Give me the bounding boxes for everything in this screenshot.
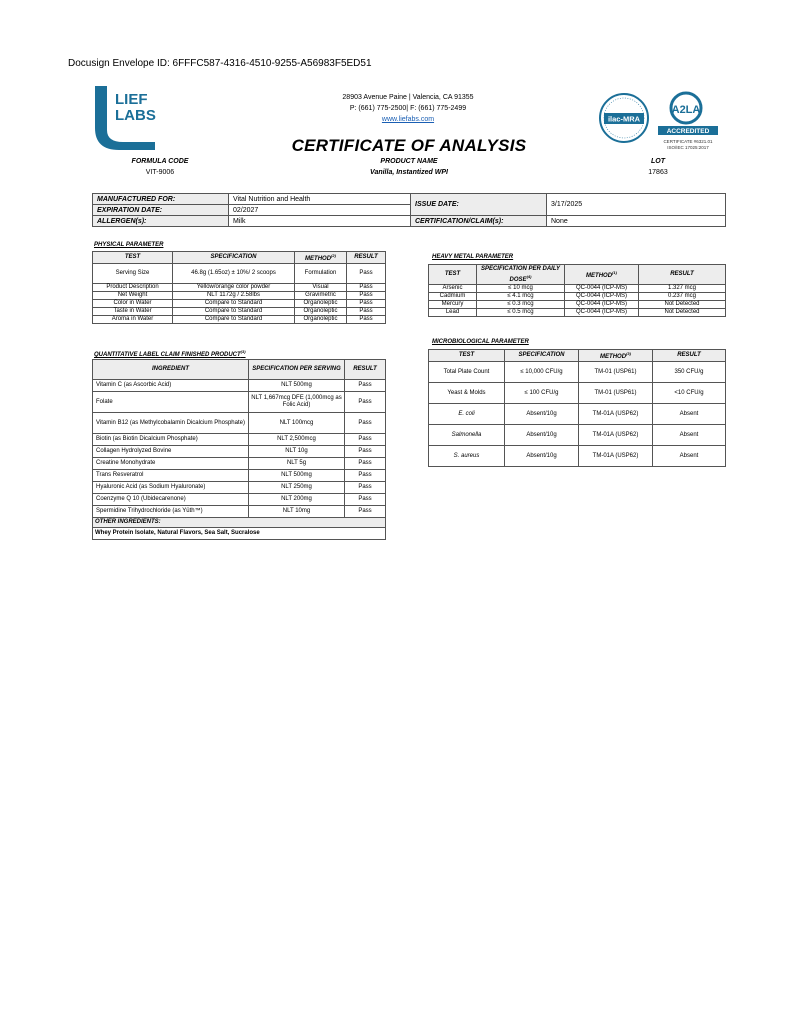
table-cell: Taste in Water — [93, 308, 173, 316]
table-cell: Pass — [345, 458, 386, 470]
table-cell: ≤ 0.3 mcg — [477, 301, 565, 309]
table-cell: Hyaluronic Acid (as Sodium Hyaluronate) — [93, 482, 249, 494]
heavy-col-result: RESULT — [639, 265, 726, 285]
table-cell: Total Plate Count — [429, 362, 505, 383]
table-cell: Organoleptic — [295, 308, 347, 316]
table-cell: Pass — [347, 316, 386, 324]
table-cell: Trans Resveratrol — [93, 470, 249, 482]
heavy-col-method: METHOD$^{(1)}$ — [565, 265, 639, 285]
table-cell: Net Weight — [93, 292, 173, 300]
table-cell: Compare to Standard — [173, 300, 295, 308]
table-cell: Pass — [345, 434, 386, 446]
table-cell: Arsenic — [429, 285, 477, 293]
manufactured-for-label: MANUFACTURED FOR: — [93, 194, 229, 205]
table-cell: Pass — [347, 308, 386, 316]
table-cell: ≤ 100 CFU/g — [505, 383, 579, 404]
table-cell: Lead — [429, 309, 477, 317]
quantitative-table — [92, 359, 386, 540]
table-cell: NLT 1172g / 2.58lbs — [173, 292, 295, 300]
table-cell: QC-0044 (ICP-MS) — [565, 301, 639, 309]
company-phone: P: (661) 775-2500| F: (661) 775-2499 — [349, 105, 467, 112]
table-cell: Pass — [345, 380, 386, 392]
table-cell: QC-0044 (ICP-MS) — [565, 285, 639, 293]
table-cell: Spermidine Trihydrochloride (as Yüth™) — [93, 506, 249, 518]
table-cell: ≤ 0.5 mcg — [477, 309, 565, 317]
table-cell: TM-01A (USP62) — [579, 446, 653, 467]
table-cell: 350 CFU/g — [653, 362, 726, 383]
lief-labs-logo — [93, 84, 157, 152]
table-cell: Pass — [347, 300, 386, 308]
quant-col-ingredient: INGREDIENT — [93, 360, 249, 380]
table-cell: Serving Size — [93, 264, 173, 284]
micro-table — [428, 349, 726, 467]
table-cell: Gravimetric — [295, 292, 347, 300]
table-cell: Pass — [345, 392, 386, 413]
table-cell: Aroma in Water — [93, 316, 173, 324]
table-cell: Absent/10g — [505, 404, 579, 425]
formula-code-value: VIT-9006 — [145, 169, 175, 176]
physical-col-spec: SPECIFICATION — [173, 252, 295, 264]
table-cell: Formulation — [295, 264, 347, 284]
table-cell: <10 CFU/g — [653, 383, 726, 404]
table-cell: NLT 2,500mcg — [249, 434, 345, 446]
physical-col-method: METHOD$^{(2)}$ — [295, 252, 347, 264]
table-cell: Color in Water — [93, 300, 173, 308]
table-cell: Pass — [345, 413, 386, 434]
heavy-metal-table — [428, 264, 726, 317]
table-cell: Mercury — [429, 301, 477, 309]
table-cell: Biotin (as Biotin Dicalcium Phosphate) — [93, 434, 249, 446]
table-cell: Salmonella — [429, 425, 505, 446]
table-cell: Absent/10g — [505, 446, 579, 467]
table-cell: 0.237 mcg — [639, 293, 726, 301]
table-cell: QC-0044 (ICP-MS) — [565, 293, 639, 301]
quantitative-section-title: QUANTITATIVE LABEL CLAIM FINISHED PRODUCT$^{(3)}$ — [94, 349, 246, 358]
accredited-text: ACCREDITED — [666, 128, 710, 135]
a2la-iso-standard: ISO/IEC 17025:2017 — [667, 145, 709, 150]
table-cell: Collagen Hydrolyzed Bovine — [93, 446, 249, 458]
table-cell: Organoleptic — [295, 316, 347, 324]
document-title: CERTIFICATE OF ANALYSIS — [291, 136, 527, 155]
table-cell: Organoleptic — [295, 300, 347, 308]
quant-col-result: RESULT — [345, 360, 386, 380]
table-cell: Not Detected — [639, 301, 726, 309]
table-cell: Pass — [347, 284, 386, 292]
table-cell: NLT 200mg — [249, 494, 345, 506]
manufactured-for-value: Vital Nutrition and Health — [229, 194, 411, 205]
table-cell: Pass — [345, 494, 386, 506]
table-cell: Pass — [347, 292, 386, 300]
other-ingredients-value: Whey Protein Isolate, Natural Flavors, Sea Salt, Sucralose — [93, 528, 386, 540]
physical-col-result: RESULT — [347, 252, 386, 264]
table-cell: Creatine Monohydrate — [93, 458, 249, 470]
micro-col-result: RESULT — [653, 350, 726, 362]
table-cell: Absent/10g — [505, 425, 579, 446]
logo-text-2: LABS — [115, 107, 156, 124]
quant-col-spec: SPECIFICATION PER SERVING — [249, 360, 345, 380]
allergen-label: ALLERGEN(s): — [93, 216, 229, 227]
table-cell: Compare to Standard — [173, 316, 295, 324]
table-cell: Yeast & Molds — [429, 383, 505, 404]
lot-label: LOT — [651, 158, 665, 165]
allergen-value: Milk — [229, 216, 411, 227]
table-cell: Pass — [345, 470, 386, 482]
accreditation-seals — [598, 88, 722, 156]
logo-text-1: LIEF — [115, 91, 148, 108]
company-website-link[interactable]: www.liefabs.com — [381, 116, 435, 123]
table-cell: Yellow/orange color powder — [173, 284, 295, 292]
physical-col-test: TEST — [93, 252, 173, 264]
table-cell: NLT 500mg — [249, 380, 345, 392]
table-cell: Folate — [93, 392, 249, 413]
table-cell: Absent — [653, 425, 726, 446]
table-cell: Pass — [345, 446, 386, 458]
issue-date-label: ISSUE DATE: — [411, 194, 547, 216]
table-cell: Product Description — [93, 284, 173, 292]
micro-col-method: METHOD$^{(3)}$ — [579, 350, 653, 362]
table-cell: NLT 100mcg — [249, 413, 345, 434]
micro-col-test: TEST — [429, 350, 505, 362]
formula-code-label: FORMULA CODE — [131, 158, 189, 165]
table-cell: NLT 5g — [249, 458, 345, 470]
table-cell: ≤ 4.1 mcg — [477, 293, 565, 301]
ilac-mra-text: ilac-MRA — [607, 114, 641, 124]
micro-col-spec: SPECIFICATION — [505, 350, 579, 362]
table-cell: QC-0044 (ICP-MS) — [565, 309, 639, 317]
table-cell: TM-01 (USP61) — [579, 383, 653, 404]
table-cell: NLT 250mg — [249, 482, 345, 494]
company-address-block — [300, 92, 516, 125]
heavy-metal-section-title: HEAVY METAL PARAMETER — [432, 254, 514, 260]
table-cell: ≤ 10 mcg — [477, 285, 565, 293]
table-cell: 1.327 mcg — [639, 285, 726, 293]
table-cell: Cadmium — [429, 293, 477, 301]
table-cell: NLT 10g — [249, 446, 345, 458]
issue-date-value: 3/17/2025 — [547, 194, 726, 216]
table-cell: Not Detected — [639, 309, 726, 317]
table-cell: Absent — [653, 404, 726, 425]
table-cell: 46.8g (1.65oz) ± 10%/ 2 scoops — [173, 264, 295, 284]
table-cell: TM-01A (USP62) — [579, 425, 653, 446]
info-table — [92, 193, 726, 227]
cert-claim-label: CERTIFICATION/CLAIM(s): — [411, 216, 547, 227]
table-cell: Absent — [653, 446, 726, 467]
heavy-col-spec: SPECIFICATION PER DAILY DOSE$^{(4)}$ — [477, 265, 565, 285]
table-cell: TM-01A (USP62) — [579, 404, 653, 425]
product-name-value: Vanilla, Instantized WPI — [370, 169, 448, 176]
table-cell: NLT 500mg — [249, 470, 345, 482]
table-cell: Vitamin C (as Ascorbic Acid) — [93, 380, 249, 392]
table-cell: NLT 1,667mcg DFE (1,000mcg as Folic Acid) — [249, 392, 345, 413]
a2la-text: A2LA — [671, 104, 701, 116]
envelope-id: Docusign Envelope ID: 6FFFC587-4316-4510-9255-A56983F5ED51 — [68, 58, 372, 69]
expiration-date-value: 02/2027 — [229, 205, 411, 216]
product-name-label: PRODUCT NAME — [380, 158, 438, 165]
physical-table — [92, 251, 386, 324]
lot-value: 17863 — [648, 169, 668, 176]
table-cell: Compare to Standard — [173, 308, 295, 316]
table-cell: TM-01 (USP61) — [579, 362, 653, 383]
a2la-cert-number: CERTIFICATE #6321.01 — [663, 139, 713, 144]
other-ingredients-label: OTHER INGREDIENTS: — [93, 518, 386, 528]
expiration-date-label: EXPIRATION DATE: — [93, 205, 229, 216]
table-cell: Visual — [295, 284, 347, 292]
table-cell: Pass — [347, 264, 386, 284]
table-cell: Vitamin B12 (as Methylcobalamin Dicalcium Phosphate) — [93, 413, 249, 434]
micro-section-title: MICROBIOLOGICAL PARAMETER — [432, 339, 529, 345]
table-cell: S. aureus — [429, 446, 505, 467]
table-cell: Pass — [345, 506, 386, 518]
heavy-col-test: TEST — [429, 265, 477, 285]
table-cell: Coenzyme Q 10 (Ubidecarenone) — [93, 494, 249, 506]
table-cell: Pass — [345, 482, 386, 494]
table-cell: E. coli — [429, 404, 505, 425]
table-cell: NLT 10mg — [249, 506, 345, 518]
cert-claim-value: None — [547, 216, 726, 227]
table-cell: ≤ 10,000 CFU/g — [505, 362, 579, 383]
physical-section-title: PHYSICAL PARAMETER — [94, 242, 164, 248]
company-address: 28903 Avenue Paine | Valencia, CA 91355 — [342, 94, 474, 101]
